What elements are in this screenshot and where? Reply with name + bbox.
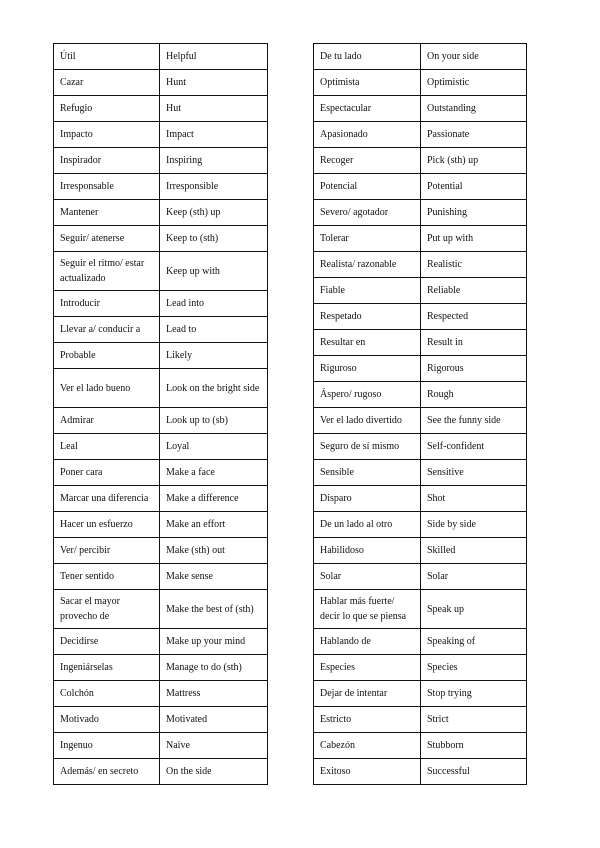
english-term: Make the best of (sth): [160, 590, 268, 629]
vocab-row: [314, 226, 527, 252]
english-term: Realistic: [421, 252, 527, 278]
vocab-row: [314, 356, 527, 382]
english-term: Helpful: [160, 44, 268, 70]
vocab-row: [314, 434, 527, 460]
english-term: Speaking of: [421, 629, 527, 655]
english-term: Lead into: [160, 291, 268, 317]
english-term: Outstanding: [421, 96, 527, 122]
spanish-term: De tu lado: [314, 44, 421, 70]
spanish-term: Riguroso: [314, 356, 421, 382]
spanish-term: Severo/ agotador: [314, 200, 421, 226]
spanish-term: Admirar: [54, 408, 160, 434]
vocab-row: [54, 655, 268, 681]
vocab-row: [314, 70, 527, 96]
english-term: Make up your mind: [160, 629, 268, 655]
english-term: Skilled: [421, 538, 527, 564]
spanish-term: Dejar de intentar: [314, 681, 421, 707]
english-term: Optimistic: [421, 70, 527, 96]
vocab-row: [314, 707, 527, 733]
vocab-row: [314, 538, 527, 564]
vocab-row: [314, 655, 527, 681]
vocab-row: [54, 369, 268, 408]
vocab-row: [54, 343, 268, 369]
spanish-term: Ver el lado bueno: [54, 369, 160, 408]
vocab-row: [314, 304, 527, 330]
vocab-row: [54, 486, 268, 512]
english-term: Respected: [421, 304, 527, 330]
vocab-row: [314, 564, 527, 590]
spanish-term: Áspero/ rugoso: [314, 382, 421, 408]
english-term: Passionate: [421, 122, 527, 148]
spanish-term: Especies: [314, 655, 421, 681]
vocab-row: [54, 226, 268, 252]
vocab-row: [314, 382, 527, 408]
spanish-term: Además/ en secreto: [54, 759, 160, 785]
spanish-term: Ingeniárselas: [54, 655, 160, 681]
spanish-term: Colchón: [54, 681, 160, 707]
spanish-term: Mantener: [54, 200, 160, 226]
spanish-term: Tolerar: [314, 226, 421, 252]
spanish-term: Ingenuo: [54, 733, 160, 759]
vocab-row: [314, 629, 527, 655]
spanish-term: Resultar en: [314, 330, 421, 356]
english-term: Make an effort: [160, 512, 268, 538]
spanish-term: Poner cara: [54, 460, 160, 486]
vocabulary-table-left: [53, 43, 268, 785]
spanish-term: Solar: [314, 564, 421, 590]
vocab-row: [314, 278, 527, 304]
vocab-row: [54, 122, 268, 148]
english-term: Side by side: [421, 512, 527, 538]
english-term: Manage to do (sth): [160, 655, 268, 681]
vocab-row: [314, 330, 527, 356]
spanish-term: Fiable: [314, 278, 421, 304]
english-term: Naive: [160, 733, 268, 759]
vocab-row: [54, 629, 268, 655]
vocab-row: [54, 291, 268, 317]
vocab-row: [314, 252, 527, 278]
vocab-row: [314, 486, 527, 512]
spanish-term: Seguir el ritmo/ estar actualizado: [54, 252, 160, 291]
english-term: Potential: [421, 174, 527, 200]
vocab-row: [54, 200, 268, 226]
spanish-term: Sensible: [314, 460, 421, 486]
vocab-row: [54, 564, 268, 590]
vocab-row: [54, 44, 268, 70]
vocab-row: [54, 148, 268, 174]
vocab-row: [54, 174, 268, 200]
vocab-row: [54, 434, 268, 460]
spanish-term: Probable: [54, 343, 160, 369]
english-term: Inspiring: [160, 148, 268, 174]
english-term: Self-confident: [421, 434, 527, 460]
spanish-term: Realista/ razonable: [314, 252, 421, 278]
english-term: Keep (sth) up: [160, 200, 268, 226]
english-term: Rough: [421, 382, 527, 408]
english-term: Put up with: [421, 226, 527, 252]
spanish-term: Ver el lado divertido: [314, 408, 421, 434]
vocab-row: [314, 96, 527, 122]
english-term: Stop trying: [421, 681, 527, 707]
spanish-term: Exitoso: [314, 759, 421, 785]
english-term: Stubborn: [421, 733, 527, 759]
spanish-term: Seguir/ atenerse: [54, 226, 160, 252]
spanish-term: Tener sentido: [54, 564, 160, 590]
english-term: Motivated: [160, 707, 268, 733]
english-term: Likely: [160, 343, 268, 369]
vocab-row: [314, 174, 527, 200]
spanish-term: Irresponsable: [54, 174, 160, 200]
vocab-row: [54, 317, 268, 343]
vocab-row: [54, 759, 268, 785]
spanish-term: Motivado: [54, 707, 160, 733]
english-term: Result in: [421, 330, 527, 356]
spanish-term: Refugio: [54, 96, 160, 122]
english-term: Make a difference: [160, 486, 268, 512]
english-term: Impact: [160, 122, 268, 148]
english-term: Hut: [160, 96, 268, 122]
english-term: See the funny side: [421, 408, 527, 434]
spanish-term: Útil: [54, 44, 160, 70]
english-term: Successful: [421, 759, 527, 785]
spanish-term: Apasionado: [314, 122, 421, 148]
spanish-term: Potencial: [314, 174, 421, 200]
vocab-row: [314, 681, 527, 707]
spanish-term: Seguro de sí mismo: [314, 434, 421, 460]
english-term: Mattress: [160, 681, 268, 707]
spanish-term: Introducir: [54, 291, 160, 317]
vocabulary-table-right: [313, 43, 527, 785]
english-term: Make sense: [160, 564, 268, 590]
spanish-term: Disparo: [314, 486, 421, 512]
english-term: On your side: [421, 44, 527, 70]
spanish-term: Hablando de: [314, 629, 421, 655]
vocab-row: [54, 252, 268, 291]
spanish-term: Sacar el mayor provecho de: [54, 590, 160, 629]
english-term: Solar: [421, 564, 527, 590]
vocab-row: [54, 707, 268, 733]
vocab-row: [54, 70, 268, 96]
vocab-row: [314, 590, 527, 629]
english-term: Keep to (sth): [160, 226, 268, 252]
spanish-term: Cazar: [54, 70, 160, 96]
vocab-row: [54, 96, 268, 122]
english-term: Sensitive: [421, 460, 527, 486]
english-term: Reliable: [421, 278, 527, 304]
spanish-term: Estricto: [314, 707, 421, 733]
vocab-row: [54, 460, 268, 486]
vocab-row: [54, 408, 268, 434]
english-term: Keep up with: [160, 252, 268, 291]
english-term: Make a face: [160, 460, 268, 486]
vocab-row: [314, 122, 527, 148]
spanish-term: Leal: [54, 434, 160, 460]
english-term: Pick (sth) up: [421, 148, 527, 174]
english-term: Rigorous: [421, 356, 527, 382]
vocab-row: [314, 200, 527, 226]
spanish-term: Respetado: [314, 304, 421, 330]
spanish-term: Ver/ percibir: [54, 538, 160, 564]
spanish-term: Espectacular: [314, 96, 421, 122]
english-term: Irresponsible: [160, 174, 268, 200]
spanish-term: Cabezón: [314, 733, 421, 759]
spanish-term: Optimista: [314, 70, 421, 96]
spanish-term: Hacer un esfuerzo: [54, 512, 160, 538]
english-term: Loyal: [160, 434, 268, 460]
english-term: Lead to: [160, 317, 268, 343]
spanish-term: Marcar una diferencia: [54, 486, 160, 512]
vocab-row: [54, 590, 268, 629]
english-term: Look up to (sb): [160, 408, 268, 434]
spanish-term: Recoger: [314, 148, 421, 174]
vocab-row: [314, 408, 527, 434]
english-term: Species: [421, 655, 527, 681]
vocab-row: [54, 538, 268, 564]
english-term: On the side: [160, 759, 268, 785]
spanish-term: Inspirador: [54, 148, 160, 174]
english-term: Make (sth) out: [160, 538, 268, 564]
vocab-row: [54, 512, 268, 538]
spanish-term: Decidirse: [54, 629, 160, 655]
spanish-term: De un lado al otro: [314, 512, 421, 538]
vocab-row: [314, 148, 527, 174]
spanish-term: Impacto: [54, 122, 160, 148]
vocab-row: [314, 44, 527, 70]
vocab-row: [314, 733, 527, 759]
spanish-term: Hablar más fuerte/ decir lo que se piensa: [314, 590, 421, 629]
vocab-row: [314, 460, 527, 486]
vocab-row: [54, 733, 268, 759]
vocab-row: [314, 512, 527, 538]
vocab-row: [54, 681, 268, 707]
english-term: Hunt: [160, 70, 268, 96]
spanish-term: Llevar a/ conducir a: [54, 317, 160, 343]
spanish-term: Habilidoso: [314, 538, 421, 564]
english-term: Look on the bright side: [160, 369, 268, 408]
english-term: Strict: [421, 707, 527, 733]
english-term: Shot: [421, 486, 527, 512]
english-term: Speak up: [421, 590, 527, 629]
english-term: Punishing: [421, 200, 527, 226]
vocab-row: [314, 759, 527, 785]
